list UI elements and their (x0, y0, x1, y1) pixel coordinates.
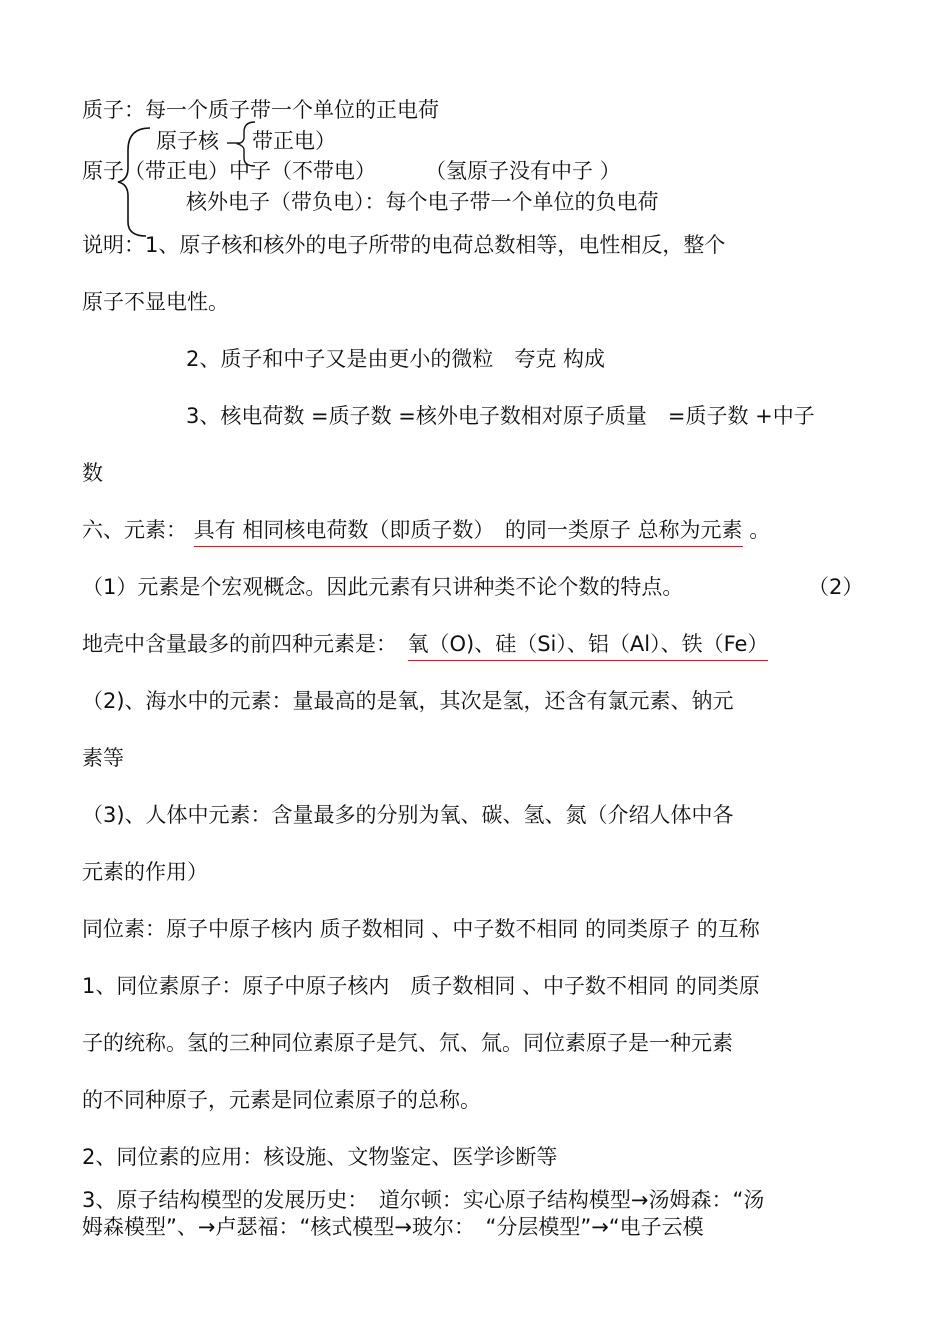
atom-neutron-line: 原子（带正电）中子（不带电） (82, 159, 376, 183)
point-3: 3、核电荷数 =质子数 =核外电子数相对原子质量 =质子数 +中子 (186, 404, 815, 428)
element-note-1: （1）元素是个宏观概念。因此元素有只讲种类不论个数的特点。 (82, 575, 684, 599)
proton-line: 质子：每一个质子带一个单位的正电荷 (82, 98, 439, 122)
body-elements-line-cont: 元素的作用） (82, 860, 208, 884)
element-period: 。 (749, 518, 771, 542)
isotope-application: 2、同位素的应用：核设施、文物鉴定、医学诊断等 (82, 1145, 558, 1169)
crust-elements-label: 地壳中含量最多的前四种元素是： (82, 632, 387, 656)
seawater-line: （2)、海水中的元素：量最高的是氧，其次是氢，还含有氯元素、钠元 (82, 689, 734, 713)
crust-elements-list: 氧（O)、硅（Si）、铝（Al）、铁（Fe） (408, 632, 769, 661)
explanation-line-cont: 原子不显电性。 (82, 290, 229, 314)
isotope-definition: 同位素：原子中原子核内 质子数相同 、中子数不相同 的同类原子 的互称 (82, 917, 760, 941)
isotope-atom-line: 1、同位素原子：原子中原子核内 质子数相同 、中子数不相同 的同类原 (82, 974, 760, 998)
hydrogen-note: （氢原子没有中子 ） (425, 159, 621, 183)
nucleus-charge-label: 带正电） (252, 129, 336, 153)
crust-elements-line (82, 631, 768, 657)
isotope-atom-line-2: 子的统称。氢的三种同位素原子是氕、氘、氚。同位素原子是一种元素 (82, 1031, 733, 1055)
nucleus-label: 原子核 (156, 129, 219, 153)
atomic-model-history: 3、原子结构模型的发展历史： 道尔顿：实心原子结构模型→汤姆森：“汤 (82, 1188, 765, 1212)
body-elements-line: （3)、人体中元素：含量最多的分别为氧、碳、氢、氮（介绍人体中各 (82, 803, 734, 827)
electron-line: 核外电子（带负电）：每个电子带一个单位的负电荷 (186, 190, 659, 214)
element-heading-label: 六、元素： (82, 518, 187, 542)
element-heading (82, 517, 770, 543)
element-note-2-marker: （2） (808, 575, 864, 599)
seawater-line-cont: 素等 (82, 746, 124, 770)
point-3-cont: 数 (82, 461, 103, 485)
element-definition: 具有 相同核电荷数（即质子数） 的同一类原子 总称为元素 (194, 518, 743, 547)
point-2: 2、质子和中子又是由更小的微粒 夸克 构成 (186, 347, 606, 371)
atomic-model-history-cont: 姆森模型”、→卢瑟福：“核式模型→玻尔： “分层模型”→“电子云模 (82, 1215, 704, 1239)
isotope-atom-line-3: 的不同种原子，元素是同位素原子的总称。 (82, 1088, 481, 1112)
explanation-line: 说明：1、原子核和核外的电子所带的电荷总数相等，电性相反，整个 (82, 233, 726, 257)
